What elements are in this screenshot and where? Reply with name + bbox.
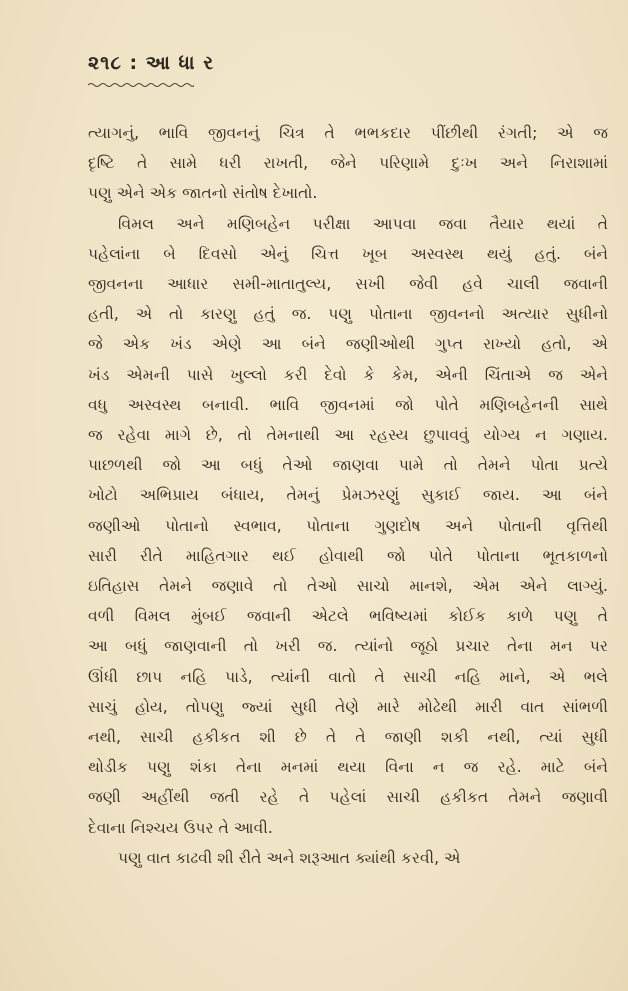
- text-line: વધુ અસ્વસ્થ બનાવી. ભાવિ જીવનમાં જો પોતે મણિબહેનની સાથે: [88, 395, 608, 414]
- text-line: જ રહેવા માગે છે, તો તેમનાથી આ રહસ્ય છુપાવવું યોગ્ય ન ગણાય.: [88, 426, 608, 445]
- text-line: દેવાના નિશ્ચય ઉપર તે આવી.: [88, 818, 273, 837]
- text-line: ઊંધી છાપ નહિ પાડે, ત્યાંની વાતો તે સાચી નહિ માને, એ ભલે: [88, 667, 608, 686]
- text-line: દૃષ્ટિ તે સામે ધરી રાખતી, જેને પરિણામે દુઃખ અને નિરાશામાં: [88, 154, 608, 173]
- text-line: વળી વિમલ મુંબઈ જવાની એટલે ભવિષ્યમાં કોઈક કાળે પણુ તે: [88, 607, 608, 626]
- text-line: નથી, સાચી હકીકત શી છે તે તે જાણી શકી નથી, ત્યાં સુધી: [88, 728, 608, 747]
- text-line: જે એક ખંડ એણે આ બંને જણીઓથી ગુપ્ત રાખ્યો હતો, એ: [88, 335, 608, 354]
- paragraph: [88, 843, 608, 873]
- paragraph: [88, 209, 608, 843]
- text-line: જણીઓ પોતાનો સ્વભાવ, પોતાના ગુણદોષ અને પોતાની વૃત્તિથી: [88, 516, 608, 535]
- text-line: હતી, એ તો કારણુ હતું જ. પણુ પોતાના જીવનનો અત્યાર સુધીનો: [88, 305, 608, 324]
- text-line: પણુ વાત કાઢવી શી રીતે અને શરૂઆત ક્યાંથી કરવી, એ: [118, 848, 461, 867]
- text-line: સાચું હોય, તોપણુ જ્યાં સુધી તેણે મારે મોઢેથી મારી વાત સાંભળી: [88, 697, 608, 716]
- text-line: પણુ એને એક જાતનો સંતોષ દેખાતો.: [88, 184, 318, 203]
- text-line: જીવનના આધાર સમી-માતાતુલ્ય, સખી જેવી હવે ચાલી જવાની: [88, 275, 608, 294]
- text-line: વિમલ અને મણિબહેન પરીક્ષા આપવા જવા તૈયાર થયાં તે: [118, 214, 608, 233]
- paragraph: [88, 118, 608, 209]
- text-line: જણી અહીંથી જતી રહે તે પહેલાં સાચી હકીકત તેમને જણાવી: [88, 788, 608, 807]
- running-header: ૨૧૮ : આ ધા ર: [88, 52, 215, 74]
- text-line: ખંડ એમની પાસે ખુલ્લો કરી દેવો કે કેમ, એની ચિંતાએ જ એને: [88, 365, 608, 384]
- text-line: પહેલાંના બે દિવસો એનું ચિત્ત ખૂબ અસ્વસ્થ થયું હતું. બંને: [88, 244, 608, 263]
- text-line: ત્યાગનું, ભાવિ જીવનનું ચિત્ર તે ભભકદાર પીંછીથી રંગતી; એ જ: [88, 124, 608, 142]
- text-line: થોડીક પણુ શંકા તેના મનમાં થયા વિના ન જ રહે. માટે બંને: [88, 758, 608, 777]
- text-line: ઇતિહાસ તેમને જણાવે તો તેઓ સાચો માનશે, એમ એને લાગ્યું.: [88, 577, 608, 596]
- text-line: આ બધું જાણવાની તો ખરી જ. ત્યાંનો જૂઠો પ્રચાર તેના મન પર: [88, 637, 608, 656]
- text-line: પાછળથી જો આ બધું તેઓ જાણવા પામે તો તેમને પોતા પ્રત્યે: [88, 456, 608, 475]
- body-text: [88, 118, 608, 873]
- text-line: સારી રીતે માહિતગાર થઈ હોવાથી જો પોતે પોતાના ભૂતકાળનો: [88, 546, 608, 565]
- text-line: ખોટો અભિપ્રાય બંધાય, તેમનું પ્રેમઝરણું સુકાઈ જાય. આ બંને: [88, 486, 608, 505]
- header-wavy-rule: [88, 82, 194, 88]
